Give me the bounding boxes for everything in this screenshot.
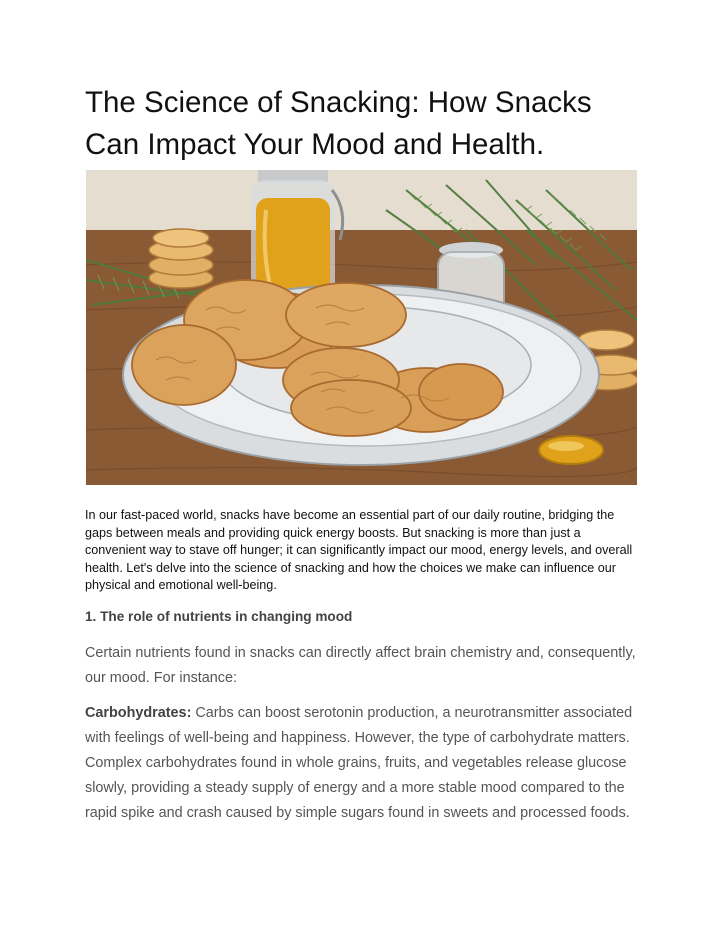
carbohydrates-label: Carbohydrates: bbox=[85, 705, 192, 721]
carbohydrates-text: Carbs can boost serotonin production, a neurotransmitter associated with feelings of well-being and happiness. However, the type of carbohydrate matters. Complex carbohydrates found in whole grains, fruits, and vegetables release glucose slowly, providing a steady supply of energy and a more stable mood compared to the rapid spike and crash caused by simple sugars found in sweets and processed foods. bbox=[85, 705, 633, 821]
hero-image bbox=[86, 170, 637, 485]
carbohydrates-paragraph bbox=[85, 701, 637, 826]
section-heading: 1. The role of nutrients in changing mood bbox=[85, 609, 353, 624]
article-title: The Science of Snacking: How Snacks Can Impact Your Mood and Health. bbox=[85, 86, 592, 161]
section-lead-paragraph: Certain nutrients found in snacks can directly affect brain chemistry and, consequently, our mood. For instance: bbox=[85, 645, 636, 686]
intro-paragraph: In our fast-paced world, snacks have become an essential part of our daily routine, bridging the gaps between meals and providing quick energy boosts. But snacking is more than just a convenient way to stave off hunger; it can significantly impact our mood, energy levels, and overall health. Let's delve into the science of snacking and how the choices we make can influence our physical and emotional well-being. bbox=[85, 508, 633, 593]
